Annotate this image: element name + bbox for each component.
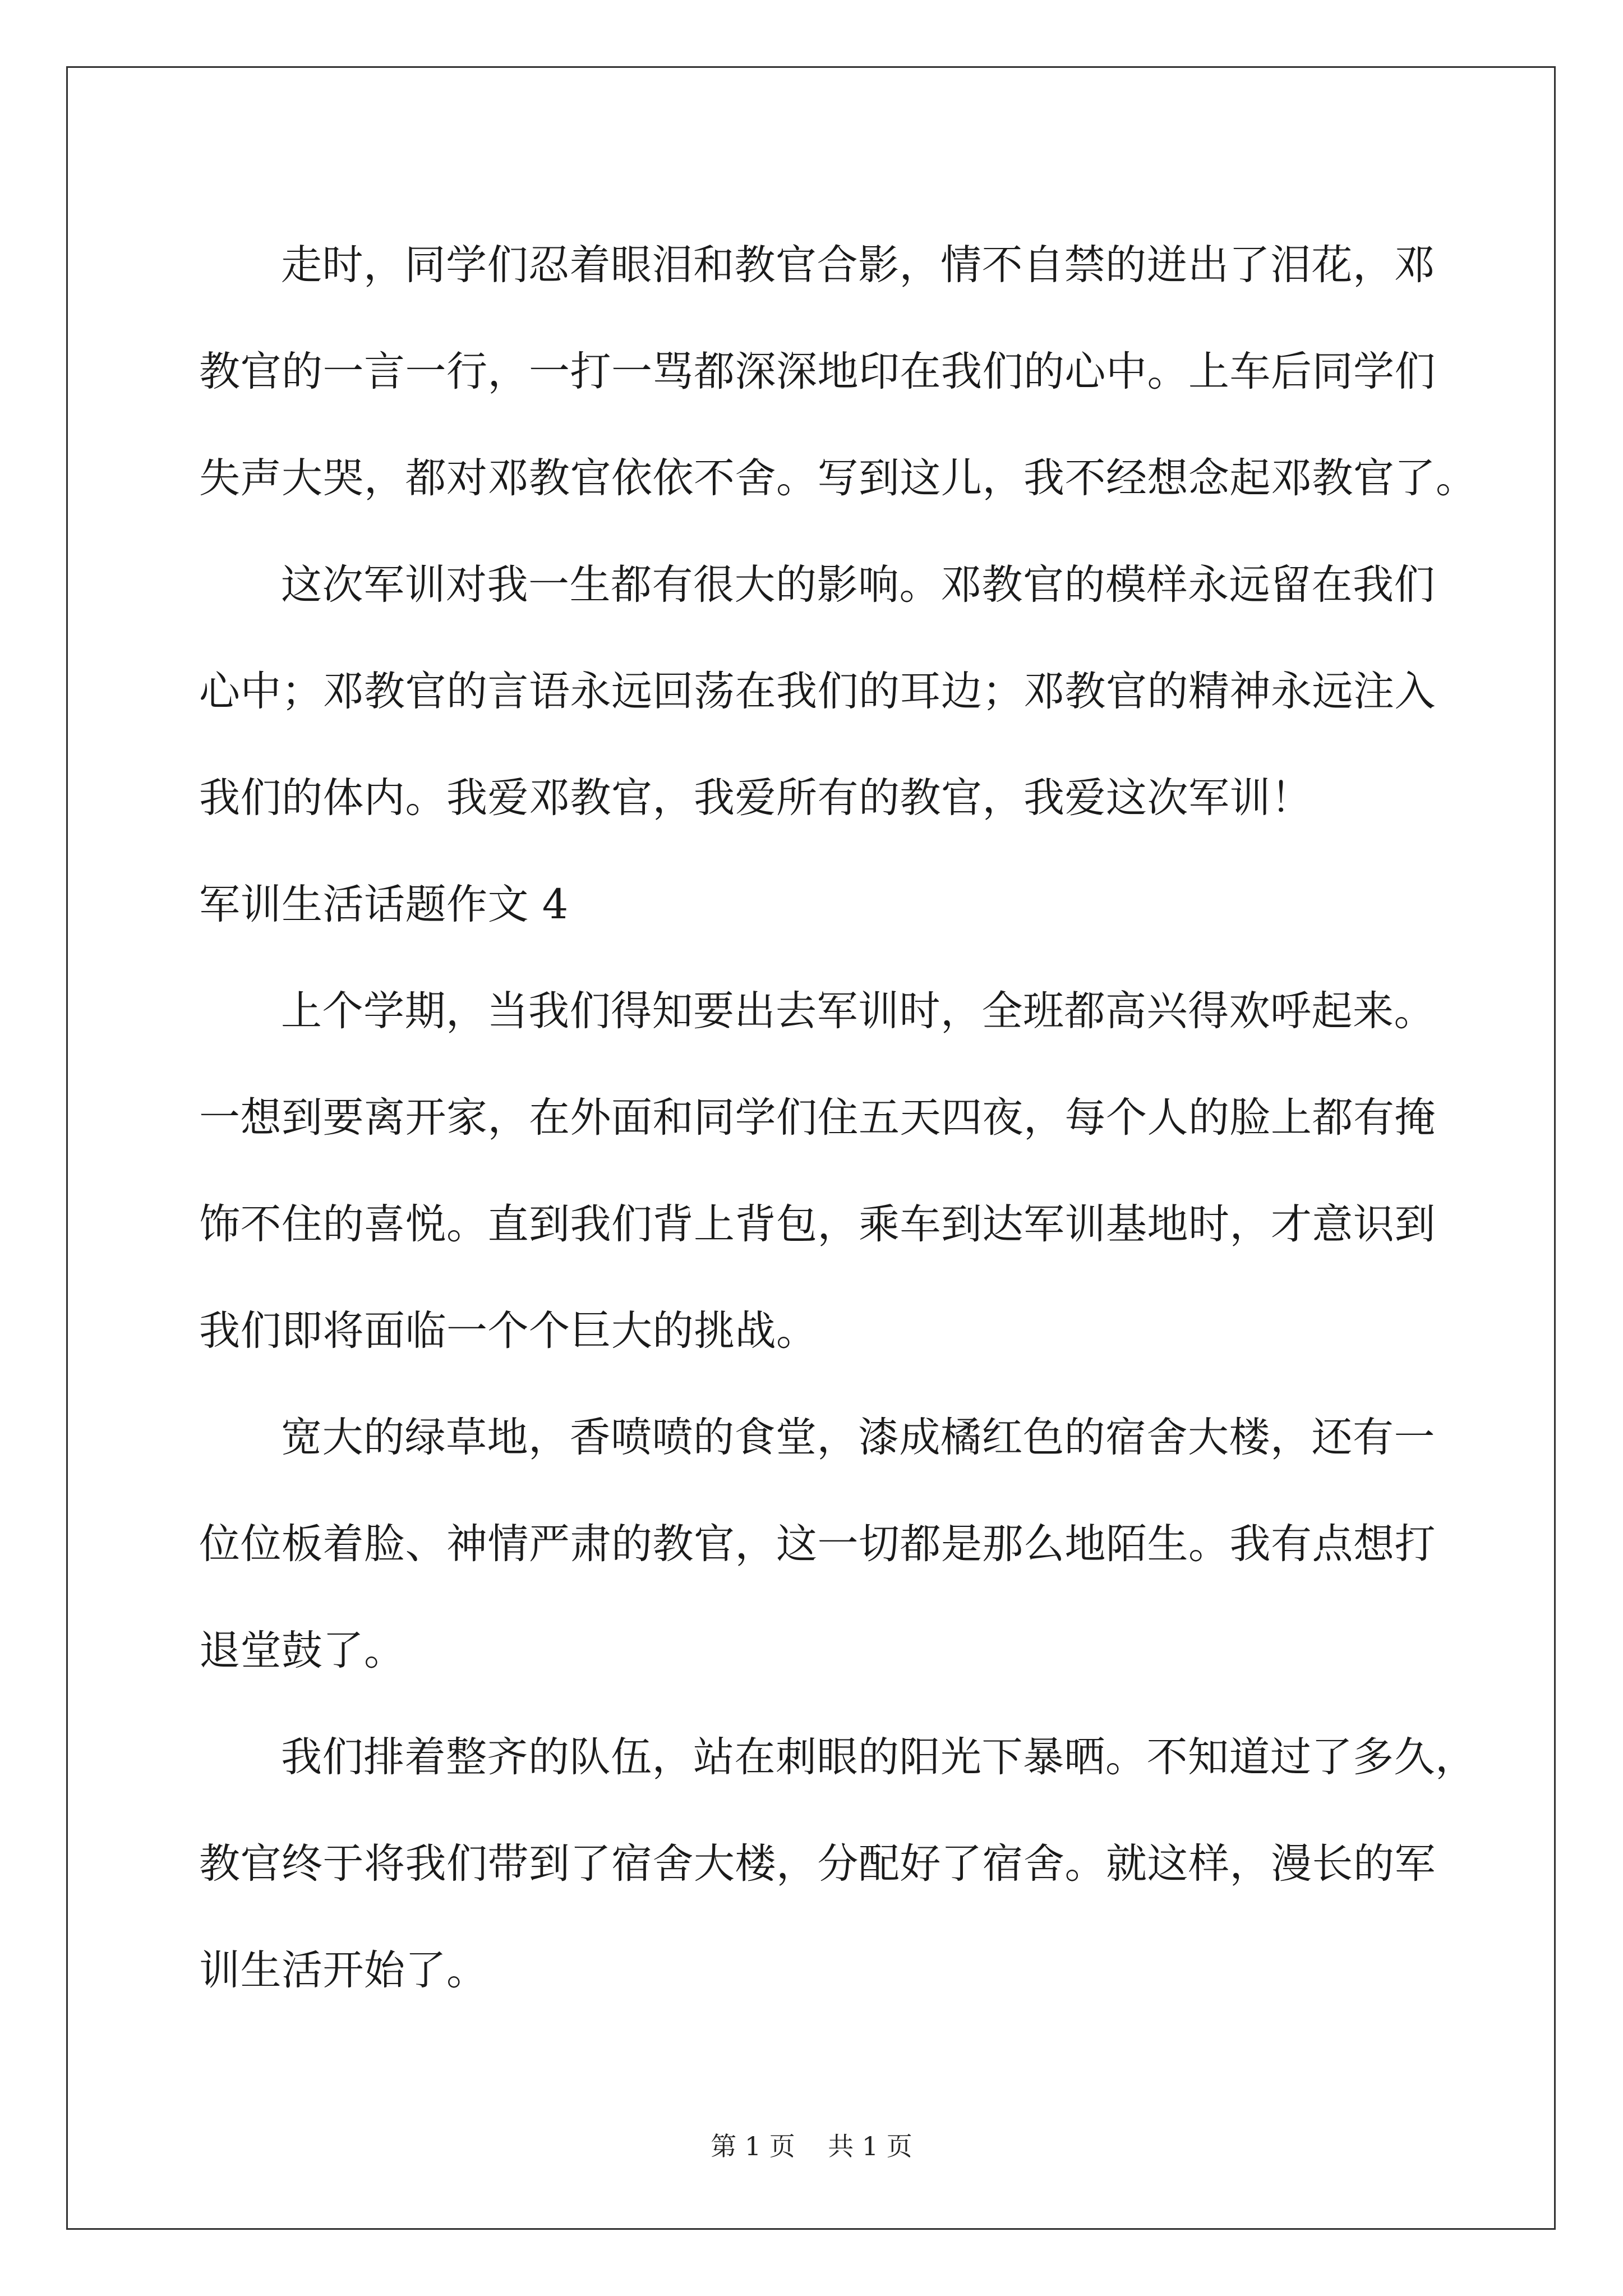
paragraph-line: 我们即将面临一个个巨大的挑战。 (199, 1307, 818, 1355)
document-body (199, 212, 1477, 2024)
paragraph-line: 教官的一言一行，一打一骂都深深地印在我们的心中。上车后同学们 (199, 348, 1436, 395)
paragraph-line: 这次军训对我一生都有很大的影响。邓教官的模样永远留在我们 (281, 561, 1435, 609)
paragraph-line: 我们排着整齐的队伍，站在刺眼的阳光下暴晒。不知道过了多久， (281, 1733, 1477, 1781)
paragraph-line: 位位板着脸、神情严肃的教官，这一切都是那么地陌生。我有点想打 (199, 1520, 1436, 1568)
paragraph-line: 训生活开始了。 (199, 1947, 488, 1994)
paragraph-line: 饰不住的喜悦。直到我们背上背包，乘车到达军训基地时，才意识到 (199, 1200, 1436, 1248)
paragraph-line: 我们的体内。我爱邓教官，我爱所有的教官，我爱这次军训！ (199, 774, 1312, 822)
page-number-footer: 第 1 页 共 1 页 (711, 2131, 912, 2161)
section-heading: 军训生活话题作文 4 (199, 881, 569, 928)
paragraph-line: 退堂鼓了。 (199, 1627, 405, 1674)
paragraph-line: 上个学期，当我们得知要出去军训时，全班都高兴得欢呼起来。 (281, 987, 1435, 1035)
paragraph-line: 失声大哭，都对邓教官依依不舍。写到这儿，我不经想念起邓教官了。 (199, 454, 1477, 502)
paragraph-line: 一想到要离开家，在外面和同学们住五天四夜，每个人的脸上都有掩 (199, 1094, 1436, 1142)
paragraph-line: 走时，同学们忍着眼泪和教官合影，情不自禁的迸出了泪花，邓 (281, 241, 1435, 289)
paragraph-line: 心中；邓教官的言语永远回荡在我们的耳边；邓教官的精神永远注入 (199, 668, 1436, 715)
paragraph-line: 教官终于将我们带到了宿舍大楼，分配好了宿舍。就这样，漫长的军 (199, 1840, 1436, 1888)
paragraph-line: 宽大的绿草地，香喷喷的食堂，漆成橘红色的宿舍大楼，还有一 (281, 1414, 1435, 1461)
